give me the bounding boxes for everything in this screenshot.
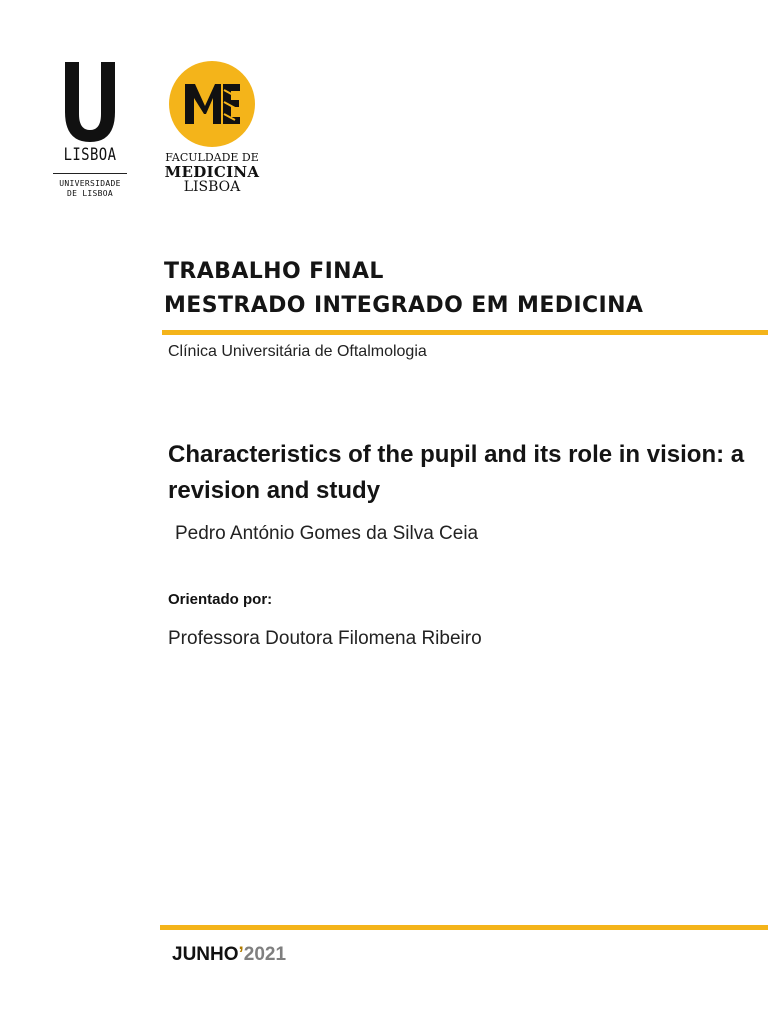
fmul-logo (160, 60, 264, 194)
ulisboa-name: LISBOA (63, 145, 117, 165)
submission-date (172, 944, 286, 966)
date-apostrophe: ’ (238, 944, 244, 965)
ulisboa-sub-line1: UNIVERSIDADE (59, 179, 121, 188)
thesis-author: Pedro António Gomes da Silva Ceia (175, 523, 479, 544)
fmul-line3: LISBOA (183, 179, 241, 195)
fmul-line1: FACULDADE DE (165, 151, 259, 164)
fmul-line2: MEDICINA (164, 163, 260, 181)
date-year: 2021 (243, 944, 287, 965)
ulisboa-sub-line2: DE LISBOA (66, 189, 114, 198)
ulisboa-divider (53, 173, 127, 174)
heading-line1: TRABALHO FINAL (164, 259, 384, 284)
clinic-name: Clínica Universitária de Oftalmologia (168, 343, 427, 360)
advisor-label: Orientado por: (168, 591, 273, 608)
ulisboa-u-mark (62, 62, 118, 142)
date-month: JUNHO (172, 944, 239, 965)
document-heading (164, 255, 643, 323)
heading-line2: MESTRADO INTEGRADO EM MEDICINA (164, 293, 644, 318)
fmul-emblem (165, 60, 259, 148)
advisor-name: Professora Doutora Filomena Ribeiro (168, 628, 482, 649)
bottom-divider (160, 925, 768, 930)
ulisboa-logo (52, 62, 128, 199)
top-divider (162, 330, 768, 335)
thesis-title: Characteristics of the pupil and its role in vision: a revision and study (168, 441, 745, 504)
